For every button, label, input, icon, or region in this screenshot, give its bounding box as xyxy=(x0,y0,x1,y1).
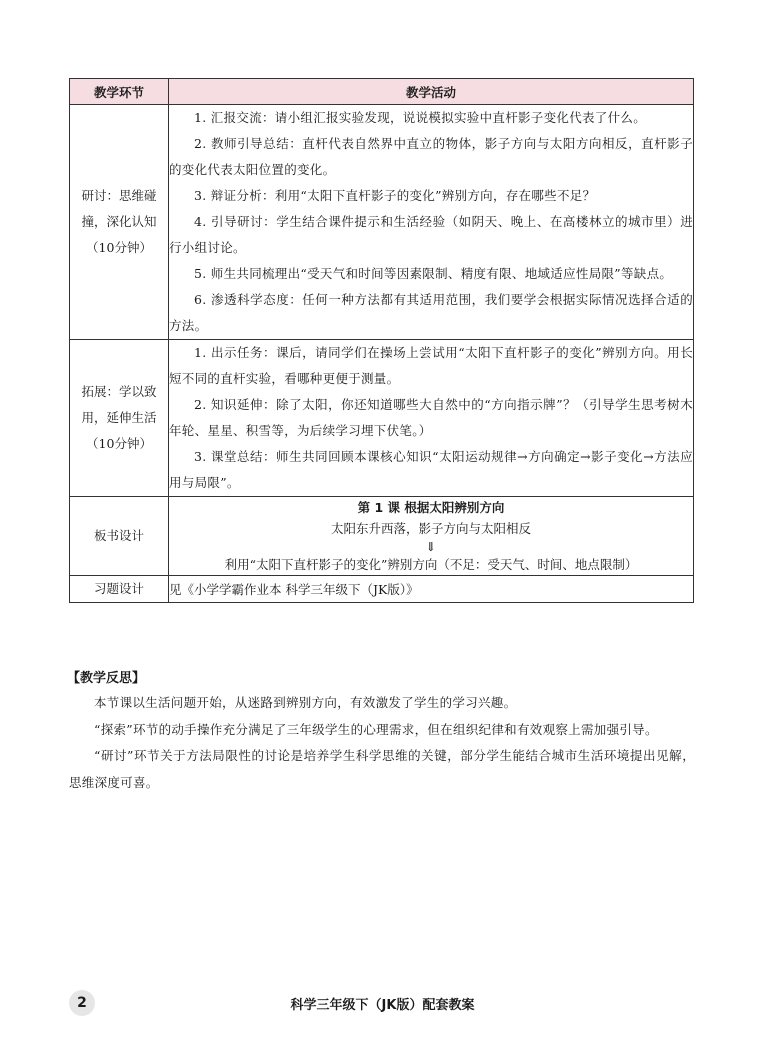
activity-item: 1. 汇报交流：请小组汇报实验发现，说说模拟实验中直杆影子变化代表了什么。 xyxy=(194,110,647,125)
board-line: 太阳东升西落，影子方向与太阳相反 xyxy=(330,521,531,536)
stage-line: 用，延伸生活 xyxy=(81,410,157,425)
reflection-body xyxy=(69,690,695,796)
header-stage: 教学环节 xyxy=(70,79,169,105)
activity-item: 5. 师生共同梳理出“受天气和时间等因素限制、精度有限、地域适应性局限”等缺点。 xyxy=(194,266,673,281)
stage-line: 研讨：思维碰 xyxy=(81,188,157,203)
stage-cell-discussion xyxy=(70,105,169,340)
reflection-paragraph: 本节课以生活问题开始，从迷路到辨别方向，有效激发了学生的学习兴趣。 xyxy=(94,695,517,710)
reflection-paragraph: “研讨”环节关于方法局限性的讨论是培养学生科学思维的关键，部分学生能结合城市生活环境提出见解，思维深度可喜。 xyxy=(69,748,695,790)
page-number: 2 xyxy=(69,990,95,1016)
footer-title: 科学三年级下（JK版）配套教案 xyxy=(290,998,475,1013)
exercise-label: 习题设计 xyxy=(70,576,169,603)
table-row-discussion xyxy=(70,105,694,340)
table-header-row xyxy=(70,79,694,105)
stage-cell-extension xyxy=(70,340,169,497)
reflection-heading: 【教学反思】 xyxy=(67,671,146,686)
table-row-board-design xyxy=(70,497,694,576)
activity-item: 2. 教师引导总结：直杆代表自然界中直立的物体，影子方向与太阳方向相反，直杆影子的变化代表太阳位置的变化。 xyxy=(169,136,693,177)
activity-cell-discussion xyxy=(169,105,694,340)
header-activity: 教学活动 xyxy=(169,79,694,105)
down-arrow-icon: ⇓ xyxy=(425,539,437,554)
stage-line: （10分钟） xyxy=(86,240,152,255)
reflection-paragraph: “探索”环节的动手操作充分满足了三年级学生的心理需求，但在组织纪律和有效观察上需加强引导。 xyxy=(94,721,658,737)
activity-item: 1. 出示任务：课后，请同学们在操场上尝试用“太阳下直杆影子的变化”辨别方向。用长短不同的直杆实验，看哪种更便于测量。 xyxy=(169,345,693,386)
board-cell xyxy=(169,497,694,576)
activity-item: 4. 引导研讨：学生结合课件提示和生活经验（如阴天、晚上、在高楼林立的城市里）进行小组讨论。 xyxy=(169,214,693,255)
stage-line: 拓展：学以致 xyxy=(81,384,157,399)
exercise-text: 见《小学学霸作业本 科学三年级下（JK版）》 xyxy=(169,576,694,603)
activity-item: 3. 课堂总结：师生共同回顾本课核心知识“太阳运动规律→方向确定→影子变化→方法应用与局限”。 xyxy=(169,449,693,490)
activity-item: 2. 知识延伸：除了太阳，你还知道哪些大自然中的“方向指示牌”？（引导学生思考树木年轮、星星、积雪等，为后续学习埋下伏笔。） xyxy=(169,397,693,438)
activity-item: 6. 渗透科学态度：任何一种方法都有其适用范围，我们要学会根据实际情况选择合适的方法。 xyxy=(169,292,693,333)
activity-item: 3. 辩证分析：利用“太阳下直杆影子的变化”辨别方向，存在哪些不足？ xyxy=(194,188,596,203)
table-row-exercise xyxy=(70,576,694,603)
board-line: 利用“太阳下直杆影子的变化”辨别方向（不足：受天气、时间、地点限制） xyxy=(224,557,638,572)
stage-line: 撞，深化认知 xyxy=(81,214,157,229)
table-row-extension xyxy=(70,340,694,497)
activity-cell-extension xyxy=(169,340,694,497)
board-label: 板书设计 xyxy=(70,497,169,576)
lesson-plan-table xyxy=(69,78,694,603)
board-title: 第 1 课 根据太阳辨别方向 xyxy=(357,500,505,515)
stage-line: （10分钟） xyxy=(86,436,152,451)
